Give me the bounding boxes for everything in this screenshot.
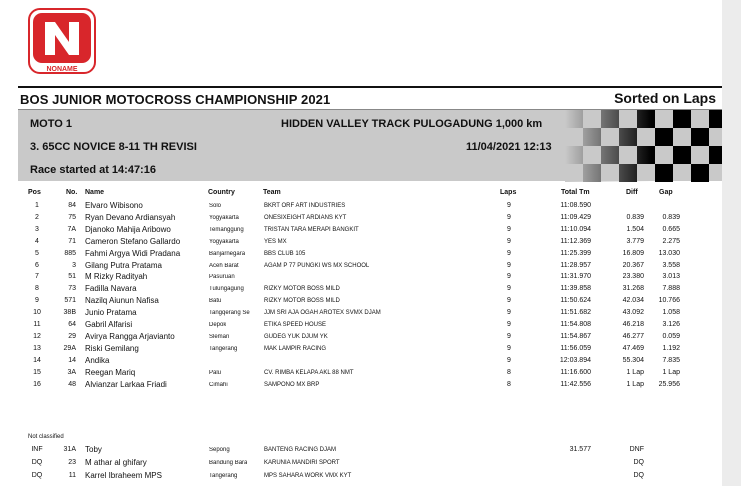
cell-gap: 0.839	[662, 213, 680, 221]
cell-country: Depok	[209, 322, 227, 328]
cell-team: JJM SRI AJA OGAH AROTEX SVMX DJAM	[264, 310, 381, 317]
cell-gap: 25.956	[658, 380, 680, 388]
result-row	[0, 357, 722, 368]
col-laps-header: Laps	[500, 189, 517, 196]
cell-gap: 10.766	[658, 297, 680, 305]
not-classified-row	[0, 459, 722, 470]
col-gap-header: Gap	[659, 189, 673, 196]
sorted-label: Sorted on Laps	[614, 90, 716, 106]
cell-laps: 9	[507, 249, 511, 257]
noname-logo	[28, 8, 96, 74]
cell-name: Karrel Ibraheem MPS	[85, 470, 162, 480]
cell-team: ONESIXEIGHT ARDIANS KYT	[264, 214, 347, 221]
cell-total: 11:51.682	[560, 309, 591, 317]
cell-no: 885	[64, 249, 76, 257]
cell-gap: 3.558	[662, 261, 680, 269]
cell-pos: 13	[33, 344, 41, 352]
cell-no: 23	[68, 458, 76, 466]
cell-gap: 0.665	[662, 225, 680, 233]
cell-team: MAK LAMPIR RACING	[264, 345, 327, 352]
cell-name: Fadilla Navara	[85, 284, 137, 294]
cell-pos: DQ	[31, 471, 43, 479]
cell-pos: 15	[33, 368, 41, 376]
date-time-label: 11/04/2021 12:13	[466, 141, 552, 153]
cell-no: 29A	[63, 344, 76, 352]
cell-team: AGAM P 77 PUNGKI WS MX SCHOOL	[264, 262, 370, 269]
cell-country: Tangerang	[209, 472, 238, 479]
cell-team: RIZKY MOTOR BOSS MILD	[264, 298, 340, 305]
result-row	[0, 333, 722, 344]
cell-team: TRISTAN TARA MERAPI BANGKIT	[264, 226, 359, 233]
cell-team: CV. RIMBA KELAPA AKL 88 NMT	[264, 369, 354, 376]
race-started-label: Race started at 14:47:16	[30, 164, 156, 176]
cell-diff: DQ	[633, 458, 644, 466]
cell-laps: 9	[507, 321, 511, 328]
cell-laps: 9	[507, 237, 511, 245]
cell-no: 75	[68, 213, 76, 221]
cell-name: Avirya Rangga Arjavianto	[85, 331, 175, 341]
cell-diff: 1.504	[626, 225, 644, 233]
cell-no: 38B	[63, 309, 76, 317]
cell-name: M athar al ghifary	[85, 457, 147, 467]
cell-team: KARUNIA MANDIRI SPORT	[264, 459, 340, 466]
cell-gap: 7.888	[662, 285, 680, 293]
result-row	[0, 202, 722, 213]
header-divider	[18, 86, 722, 88]
cell-laps: 9	[507, 297, 511, 305]
cell-diff: 55.304	[622, 356, 644, 364]
cell-total: 11:42.556	[560, 380, 591, 388]
cell-total: 11:16.600	[560, 368, 591, 376]
cell-no: 7A	[67, 225, 76, 233]
track-label: HIDDEN VALLEY TRACK PULOGADUNG 1,000 km	[281, 118, 543, 130]
cell-total: 11:12.369	[560, 237, 591, 245]
cell-gap: 13.030	[658, 249, 680, 257]
cell-total: 11:56.059	[560, 344, 591, 352]
col-country-header: Country	[208, 189, 235, 196]
cell-pos: 16	[33, 380, 41, 388]
cell-country: Palu	[209, 369, 222, 376]
cell-name: Gilang Putra Pratama	[85, 260, 162, 270]
cell-team: YES MX	[264, 238, 287, 245]
cell-name: Andika	[85, 355, 110, 365]
cell-team: BBS CLUB 105	[264, 250, 306, 257]
not-classified-row	[0, 472, 722, 483]
cell-gap: 7.835	[662, 356, 680, 364]
cell-name: Ryan Devano Ardiansyah	[85, 212, 176, 222]
cell-country: Banjarnegara	[209, 250, 246, 257]
cell-laps: 9	[507, 285, 511, 293]
cell-team: BANTENG RACING DJAM	[264, 447, 337, 453]
cell-no: 31A	[63, 446, 76, 453]
cell-no: 73	[68, 285, 76, 293]
cell-total: 11:31.970	[560, 273, 591, 281]
cell-total: 11:28.957	[560, 261, 591, 269]
cell-pos: 7	[35, 273, 39, 281]
cell-pos: DQ	[31, 458, 43, 466]
cell-gap: 1.058	[662, 309, 680, 317]
cell-name: Toby	[85, 445, 102, 454]
col-no-header: No.	[66, 189, 78, 196]
cell-gap: 0.059	[662, 332, 680, 340]
cell-laps: 9	[507, 261, 511, 269]
championship-title: BOS JUNIOR MOTOCROSS CHAMPIONSHIP 2021	[20, 92, 331, 107]
result-row	[0, 285, 722, 296]
cell-name: Djanoko Mahija Aribowo	[85, 224, 171, 234]
cell-name: Fahmi Argya Widi Pradana	[85, 248, 181, 258]
cell-no: 571	[64, 297, 76, 305]
cell-gap: 3.013	[662, 273, 680, 281]
cell-team: SAMPONO MX BRP	[264, 381, 320, 388]
result-row	[0, 273, 722, 284]
cell-total: 11:08.590	[560, 202, 591, 209]
cell-no: 29	[68, 332, 76, 340]
cell-diff: 23.380	[622, 273, 644, 281]
result-row	[0, 309, 722, 320]
cell-total: 11:50.624	[560, 297, 591, 305]
cell-name: Elvaro Wibisono	[85, 201, 143, 210]
cell-diff: 43.092	[622, 309, 644, 317]
cell-pos: 10	[33, 309, 41, 317]
cell-country: Batu	[209, 298, 222, 305]
cell-country: Tangerang	[209, 345, 238, 352]
cell-name: Cameron Stefano Gallardo	[85, 236, 181, 246]
cell-no: 48	[68, 380, 76, 388]
cell-total: 11:09.429	[560, 213, 591, 221]
cell-pos: 12	[33, 332, 41, 340]
cell-diff: 0.839	[626, 213, 644, 221]
cell-name: Alvianzar Larkaa Friadi	[85, 379, 167, 389]
cell-team: RIZKY MOTOR BOSS MILD	[264, 286, 340, 293]
cell-name: Nazilq Aiunun Nafisa	[85, 296, 159, 306]
result-row	[0, 297, 722, 308]
cell-no: 51	[68, 273, 76, 281]
cell-laps: 8	[507, 368, 511, 376]
col-total-header: Total Tm	[561, 189, 590, 196]
cell-diff: 46.277	[622, 332, 644, 340]
cell-laps: 9	[507, 213, 511, 221]
result-row	[0, 345, 722, 356]
cell-no: 14	[68, 356, 76, 364]
cell-name: Gabril Alfarisi	[85, 320, 133, 329]
cell-country: Cimahi	[209, 381, 228, 388]
cell-pos: 2	[35, 213, 39, 221]
cell-diff: 1 Lap	[626, 368, 644, 376]
cell-no: 11	[68, 471, 76, 479]
result-row	[0, 238, 722, 249]
checkered-flag-graphic	[565, 110, 722, 182]
cell-pos: 3	[35, 225, 39, 233]
cell-pos: 1	[35, 202, 39, 209]
cell-gap: 3.126	[662, 321, 680, 328]
cell-name: Reegan Mariq	[85, 367, 136, 377]
cell-total: 31.577	[569, 446, 591, 453]
cell-laps: 8	[507, 380, 511, 388]
cell-country: Aceh Barat	[209, 262, 239, 269]
result-row	[0, 369, 722, 380]
result-row	[0, 250, 722, 261]
cell-no: 64	[68, 321, 76, 328]
cell-country: Sleman	[209, 333, 230, 340]
cell-no: 71	[68, 237, 76, 245]
cell-diff: 20.367	[622, 261, 644, 269]
logo-text: NONAME	[46, 66, 78, 73]
cell-diff: 42.034	[622, 297, 644, 305]
cell-pos: 8	[35, 285, 39, 293]
cell-diff: 47.469	[622, 344, 644, 352]
cell-laps: 9	[507, 273, 511, 281]
cell-country: Tangqerang Se	[209, 310, 250, 317]
class-label: 3. 65CC NOVICE 8-11 TH REVISI	[30, 141, 197, 153]
cell-country: Solo	[209, 203, 222, 209]
moto-label: MOTO 1	[30, 118, 72, 130]
cell-country: Yogyakarta	[209, 238, 239, 245]
cell-laps: 9	[507, 225, 511, 233]
cell-country: Bandung Bara	[209, 459, 248, 466]
result-row	[0, 226, 722, 237]
cell-total: 12:03.894	[559, 356, 591, 364]
cell-country: Sepong	[209, 447, 230, 453]
cell-gap: 1.192	[662, 344, 680, 352]
col-pos-header: Pos	[28, 189, 41, 196]
cell-no: 84	[68, 202, 76, 209]
not-classified-label: Not classified	[28, 434, 64, 440]
result-row	[0, 214, 722, 225]
cell-team: BKRT ORF ART INDUSTRIES	[264, 203, 346, 209]
cell-laps: 9	[507, 356, 511, 364]
col-name-header: Name	[85, 189, 105, 196]
cell-diff: 1 Lap	[626, 380, 644, 388]
cell-total: 11:39.858	[560, 285, 591, 293]
result-row	[0, 321, 722, 332]
cell-gap: 2.275	[662, 237, 680, 245]
cell-team: ETIKA SPEED HOUSE	[264, 322, 327, 328]
cell-country: Yogyakarta	[209, 214, 239, 221]
cell-laps: 9	[507, 202, 511, 209]
cell-name: Riski Gemilang	[85, 343, 139, 353]
cell-diff: 3.779	[626, 237, 644, 245]
cell-pos: 4	[35, 237, 39, 245]
result-row	[0, 262, 722, 273]
cell-laps: 9	[507, 332, 511, 340]
result-row	[0, 381, 722, 392]
cell-laps: 9	[507, 309, 511, 317]
cell-pos: 9	[35, 297, 39, 305]
cell-total: 11:54.867	[560, 332, 591, 340]
col-team-header: Team	[263, 189, 281, 196]
cell-team: MPS SAHARA WORK VMX KYT	[264, 472, 352, 479]
cell-total: 11:54.808	[560, 321, 591, 328]
not-classified-row	[0, 446, 722, 457]
cell-diff: DQ	[633, 471, 644, 479]
cell-total: 11:25.399	[560, 249, 591, 257]
cell-team: GUDEG YUK DJUM YK	[264, 333, 328, 340]
cell-pos: 14	[33, 356, 41, 364]
cell-pos: 11	[33, 321, 41, 328]
cell-laps: 9	[507, 344, 511, 352]
cell-pos: 5	[35, 249, 39, 257]
cell-pos: INF	[31, 446, 43, 453]
cell-country: Tulungagung	[209, 286, 244, 293]
cell-country: Pasuruan	[209, 274, 235, 281]
cell-diff: DNF	[629, 446, 644, 453]
cell-name: Junio Pratama	[85, 308, 137, 318]
cell-gap: 1 Lap	[662, 368, 680, 376]
cell-no: 3A	[67, 368, 76, 376]
cell-country: Temanggung	[209, 226, 244, 233]
cell-total: 11:10.094	[560, 225, 591, 233]
cell-diff: 31.268	[622, 285, 644, 293]
cell-name: M Rizky Radityah	[85, 272, 148, 282]
cell-pos: 6	[35, 261, 39, 269]
cell-no: 3	[72, 261, 76, 269]
cell-diff: 16.809	[622, 249, 644, 257]
cell-diff: 46.218	[622, 321, 644, 328]
col-diff-header: Diff	[626, 189, 638, 196]
